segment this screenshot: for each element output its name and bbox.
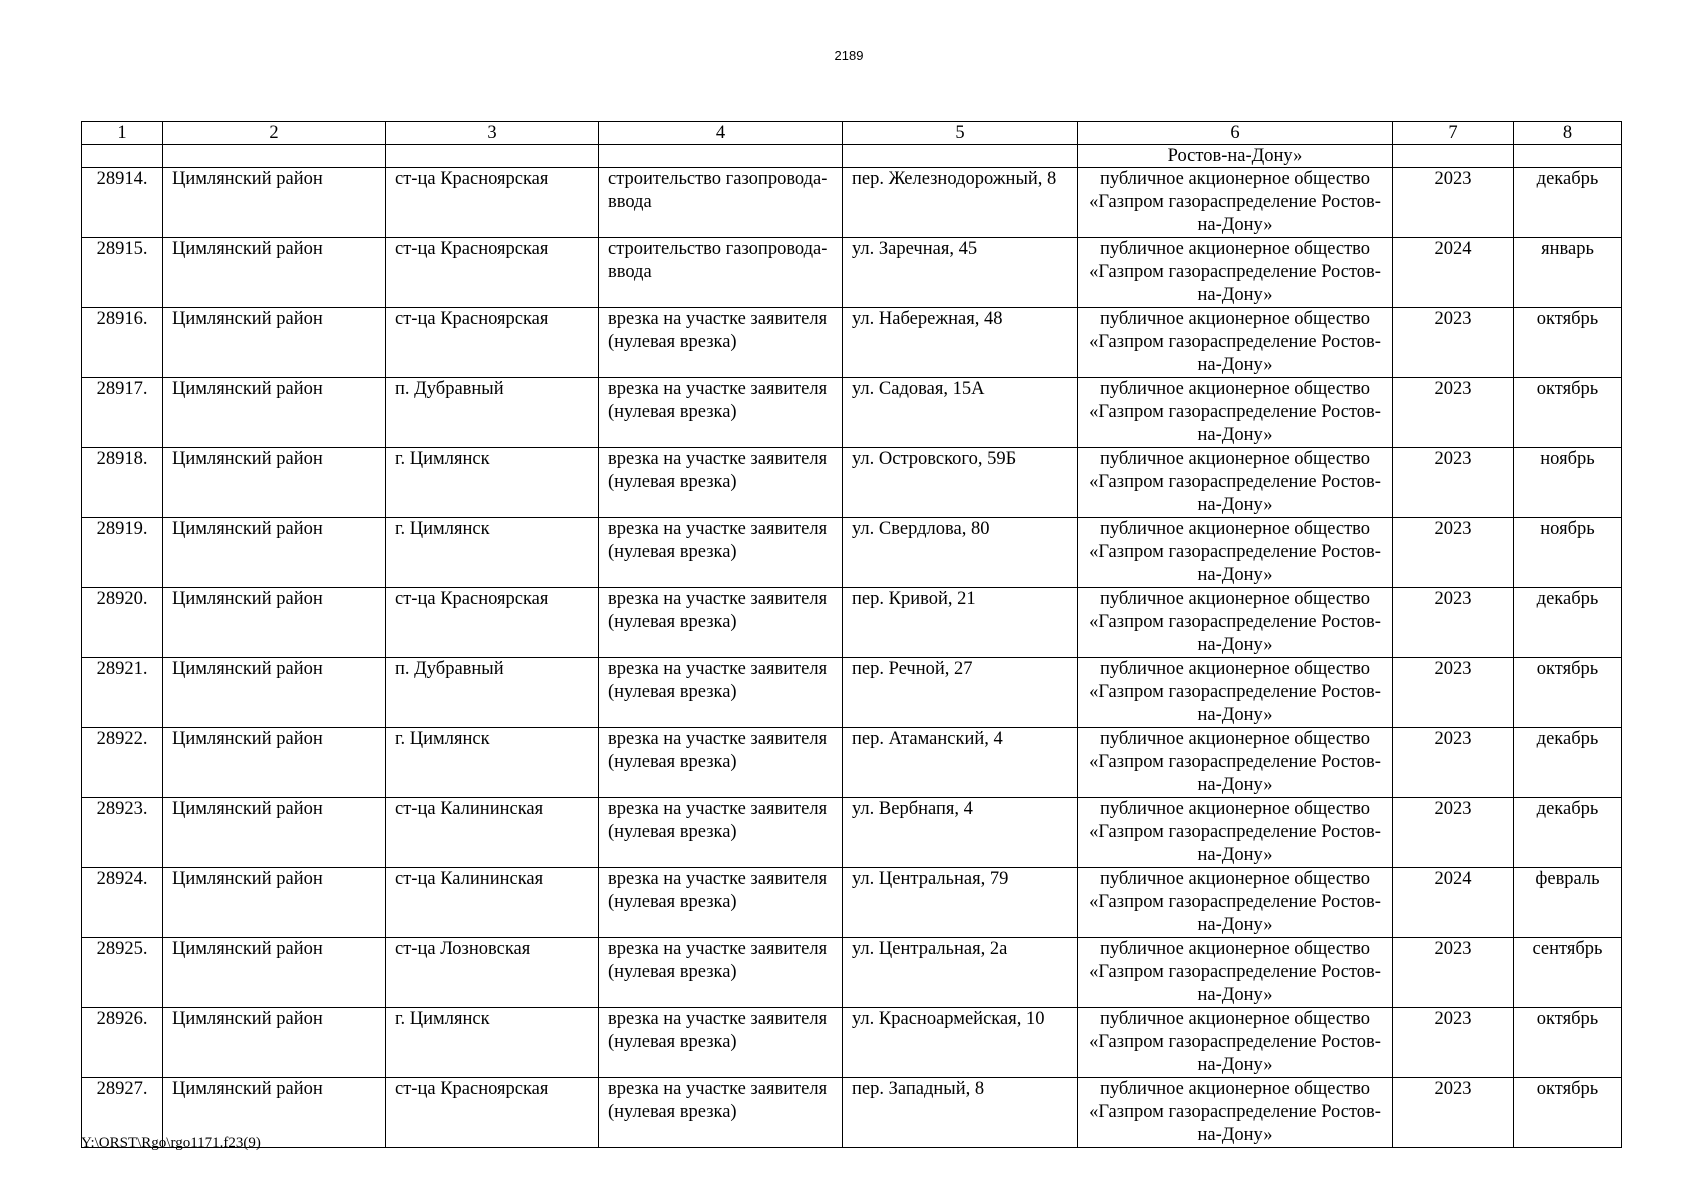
year-cell: 2024: [1393, 868, 1514, 938]
year-cell: 2023: [1393, 1078, 1514, 1148]
work-type-cell: врезка на участке заявителя (нулевая врезка): [599, 728, 843, 798]
district-cell: Цимлянский район: [163, 238, 386, 308]
column-header: 6: [1078, 122, 1393, 145]
district-cell: Цимлянский район: [163, 798, 386, 868]
month-cell: январь: [1514, 238, 1622, 308]
month-cell: февраль: [1514, 868, 1622, 938]
file-path: Y:\ORST\Rgo\rgo1171.f23(9): [81, 1135, 261, 1151]
address-cell: ул. Центральная, 79: [843, 868, 1078, 938]
year-cell: 2023: [1393, 1008, 1514, 1078]
locality-cell: г. Цимлянск: [386, 1008, 599, 1078]
address-cell: ул. Свердлова, 80: [843, 518, 1078, 588]
carry-over-org: Ростов-на-Дону»: [1078, 145, 1393, 168]
table-row: [82, 1008, 1622, 1078]
table-row: [82, 798, 1622, 868]
address-cell: ул. Островского, 59Б: [843, 448, 1078, 518]
row-number: 28914.: [82, 168, 163, 238]
table-row: [82, 448, 1622, 518]
work-type-cell: врезка на участке заявителя (нулевая врезка): [599, 1008, 843, 1078]
organization-cell: публичное акционерное общество «Газпром газораспределение Ростов-на-Дону»: [1078, 168, 1393, 238]
table-row: [82, 728, 1622, 798]
column-header: 7: [1393, 122, 1514, 145]
year-cell: 2023: [1393, 798, 1514, 868]
locality-cell: ст-ца Калининская: [386, 868, 599, 938]
month-cell: октябрь: [1514, 658, 1622, 728]
work-type-cell: строительство газопровода-ввода: [599, 168, 843, 238]
locality-cell: г. Цимлянск: [386, 448, 599, 518]
district-cell: Цимлянский район: [163, 728, 386, 798]
district-cell: Цимлянский район: [163, 448, 386, 518]
row-number: 28926.: [82, 1008, 163, 1078]
table-row: [82, 378, 1622, 448]
year-cell: 2023: [1393, 378, 1514, 448]
district-cell: Цимлянский район: [163, 868, 386, 938]
district-cell: Цимлянский район: [163, 1078, 386, 1148]
organization-cell: публичное акционерное общество «Газпром газораспределение Ростов-на-Дону»: [1078, 938, 1393, 1008]
locality-cell: ст-ца Лозновская: [386, 938, 599, 1008]
month-cell: октябрь: [1514, 1078, 1622, 1148]
district-cell: Цимлянский район: [163, 308, 386, 378]
month-cell: сентябрь: [1514, 938, 1622, 1008]
table-row: [82, 238, 1622, 308]
row-number: 28915.: [82, 238, 163, 308]
month-cell: октябрь: [1514, 308, 1622, 378]
year-cell: 2023: [1393, 518, 1514, 588]
registry-table: [81, 121, 1622, 1148]
address-cell: ул. Вербнапя, 4: [843, 798, 1078, 868]
work-type-cell: врезка на участке заявителя (нулевая врезка): [599, 868, 843, 938]
address-cell: ул. Садовая, 15А: [843, 378, 1078, 448]
year-cell: 2024: [1393, 238, 1514, 308]
locality-cell: п. Дубравный: [386, 658, 599, 728]
locality-cell: ст-ца Красноярская: [386, 1078, 599, 1148]
row-number: 28918.: [82, 448, 163, 518]
address-cell: пер. Атаманский, 4: [843, 728, 1078, 798]
month-cell: октябрь: [1514, 1008, 1622, 1078]
locality-cell: ст-ца Красноярская: [386, 588, 599, 658]
address-cell: ул. Красноармейская, 10: [843, 1008, 1078, 1078]
column-header: 3: [386, 122, 599, 145]
address-cell: пер. Кривой, 21: [843, 588, 1078, 658]
table-row: [82, 588, 1622, 658]
organization-cell: публичное акционерное общество «Газпром газораспределение Ростов-на-Дону»: [1078, 378, 1393, 448]
district-cell: Цимлянский район: [163, 658, 386, 728]
carry-over-row: [82, 145, 1622, 168]
organization-cell: публичное акционерное общество «Газпром газораспределение Ростов-на-Дону»: [1078, 518, 1393, 588]
row-number: 28917.: [82, 378, 163, 448]
organization-cell: публичное акционерное общество «Газпром газораспределение Ростов-на-Дону»: [1078, 868, 1393, 938]
month-cell: декабрь: [1514, 798, 1622, 868]
page-number: 2189: [834, 48, 864, 63]
month-cell: декабрь: [1514, 168, 1622, 238]
organization-cell: публичное акционерное общество «Газпром газораспределение Ростов-на-Дону»: [1078, 798, 1393, 868]
work-type-cell: врезка на участке заявителя (нулевая врезка): [599, 378, 843, 448]
work-type-cell: строительство газопровода-ввода: [599, 238, 843, 308]
work-type-cell: врезка на участке заявителя (нулевая врезка): [599, 308, 843, 378]
table-row: [82, 658, 1622, 728]
year-cell: 2023: [1393, 448, 1514, 518]
month-cell: ноябрь: [1514, 518, 1622, 588]
row-number: 28925.: [82, 938, 163, 1008]
organization-cell: публичное акционерное общество «Газпром газораспределение Ростов-на-Дону»: [1078, 588, 1393, 658]
locality-cell: ст-ца Красноярская: [386, 238, 599, 308]
district-cell: Цимлянский район: [163, 1008, 386, 1078]
work-type-cell: врезка на участке заявителя (нулевая врезка): [599, 798, 843, 868]
row-number: 28919.: [82, 518, 163, 588]
year-cell: 2023: [1393, 728, 1514, 798]
table-row: [82, 308, 1622, 378]
table-row: [82, 168, 1622, 238]
year-cell: 2023: [1393, 938, 1514, 1008]
district-cell: Цимлянский район: [163, 378, 386, 448]
row-number: 28927.: [82, 1078, 163, 1148]
address-cell: пер. Речной, 27: [843, 658, 1078, 728]
column-header: 2: [163, 122, 386, 145]
organization-cell: публичное акционерное общество «Газпром газораспределение Ростов-на-Дону»: [1078, 728, 1393, 798]
column-number-header: [82, 122, 1622, 145]
month-cell: декабрь: [1514, 588, 1622, 658]
locality-cell: г. Цимлянск: [386, 518, 599, 588]
locality-cell: п. Дубравный: [386, 378, 599, 448]
year-cell: 2023: [1393, 308, 1514, 378]
work-type-cell: врезка на участке заявителя (нулевая врезка): [599, 518, 843, 588]
organization-cell: публичное акционерное общество «Газпром газораспределение Ростов-на-Дону»: [1078, 1008, 1393, 1078]
row-number: 28920.: [82, 588, 163, 658]
district-cell: Цимлянский район: [163, 518, 386, 588]
district-cell: Цимлянский район: [163, 938, 386, 1008]
locality-cell: ст-ца Красноярская: [386, 168, 599, 238]
year-cell: 2023: [1393, 658, 1514, 728]
work-type-cell: врезка на участке заявителя (нулевая врезка): [599, 588, 843, 658]
table-row: [82, 518, 1622, 588]
column-header: 8: [1514, 122, 1622, 145]
organization-cell: публичное акционерное общество «Газпром газораспределение Ростов-на-Дону»: [1078, 1078, 1393, 1148]
row-number: 28916.: [82, 308, 163, 378]
organization-cell: публичное акционерное общество «Газпром газораспределение Ростов-на-Дону»: [1078, 658, 1393, 728]
locality-cell: ст-ца Калининская: [386, 798, 599, 868]
district-cell: Цимлянский район: [163, 168, 386, 238]
address-cell: ул. Набережная, 48: [843, 308, 1078, 378]
work-type-cell: врезка на участке заявителя (нулевая врезка): [599, 1078, 843, 1148]
column-header: 5: [843, 122, 1078, 145]
row-number: 28921.: [82, 658, 163, 728]
year-cell: 2023: [1393, 588, 1514, 658]
work-type-cell: врезка на участке заявителя (нулевая врезка): [599, 938, 843, 1008]
address-cell: ул. Центральная, 2а: [843, 938, 1078, 1008]
table-row: [82, 938, 1622, 1008]
organization-cell: публичное акционерное общество «Газпром газораспределение Ростов-на-Дону»: [1078, 238, 1393, 308]
table-row: [82, 1078, 1622, 1148]
month-cell: декабрь: [1514, 728, 1622, 798]
address-cell: пер. Железнодорожный, 8: [843, 168, 1078, 238]
work-type-cell: врезка на участке заявителя (нулевая врезка): [599, 658, 843, 728]
column-header: 1: [82, 122, 163, 145]
locality-cell: г. Цимлянск: [386, 728, 599, 798]
row-number: 28922.: [82, 728, 163, 798]
work-type-cell: врезка на участке заявителя (нулевая врезка): [599, 448, 843, 518]
column-header: 4: [599, 122, 843, 145]
row-number: 28924.: [82, 868, 163, 938]
locality-cell: ст-ца Красноярская: [386, 308, 599, 378]
address-cell: ул. Заречная, 45: [843, 238, 1078, 308]
organization-cell: публичное акционерное общество «Газпром газораспределение Ростов-на-Дону»: [1078, 308, 1393, 378]
month-cell: октябрь: [1514, 378, 1622, 448]
row-number: 28923.: [82, 798, 163, 868]
table-row: [82, 868, 1622, 938]
district-cell: Цимлянский район: [163, 588, 386, 658]
year-cell: 2023: [1393, 168, 1514, 238]
organization-cell: публичное акционерное общество «Газпром газораспределение Ростов-на-Дону»: [1078, 448, 1393, 518]
month-cell: ноябрь: [1514, 448, 1622, 518]
address-cell: пер. Западный, 8: [843, 1078, 1078, 1148]
